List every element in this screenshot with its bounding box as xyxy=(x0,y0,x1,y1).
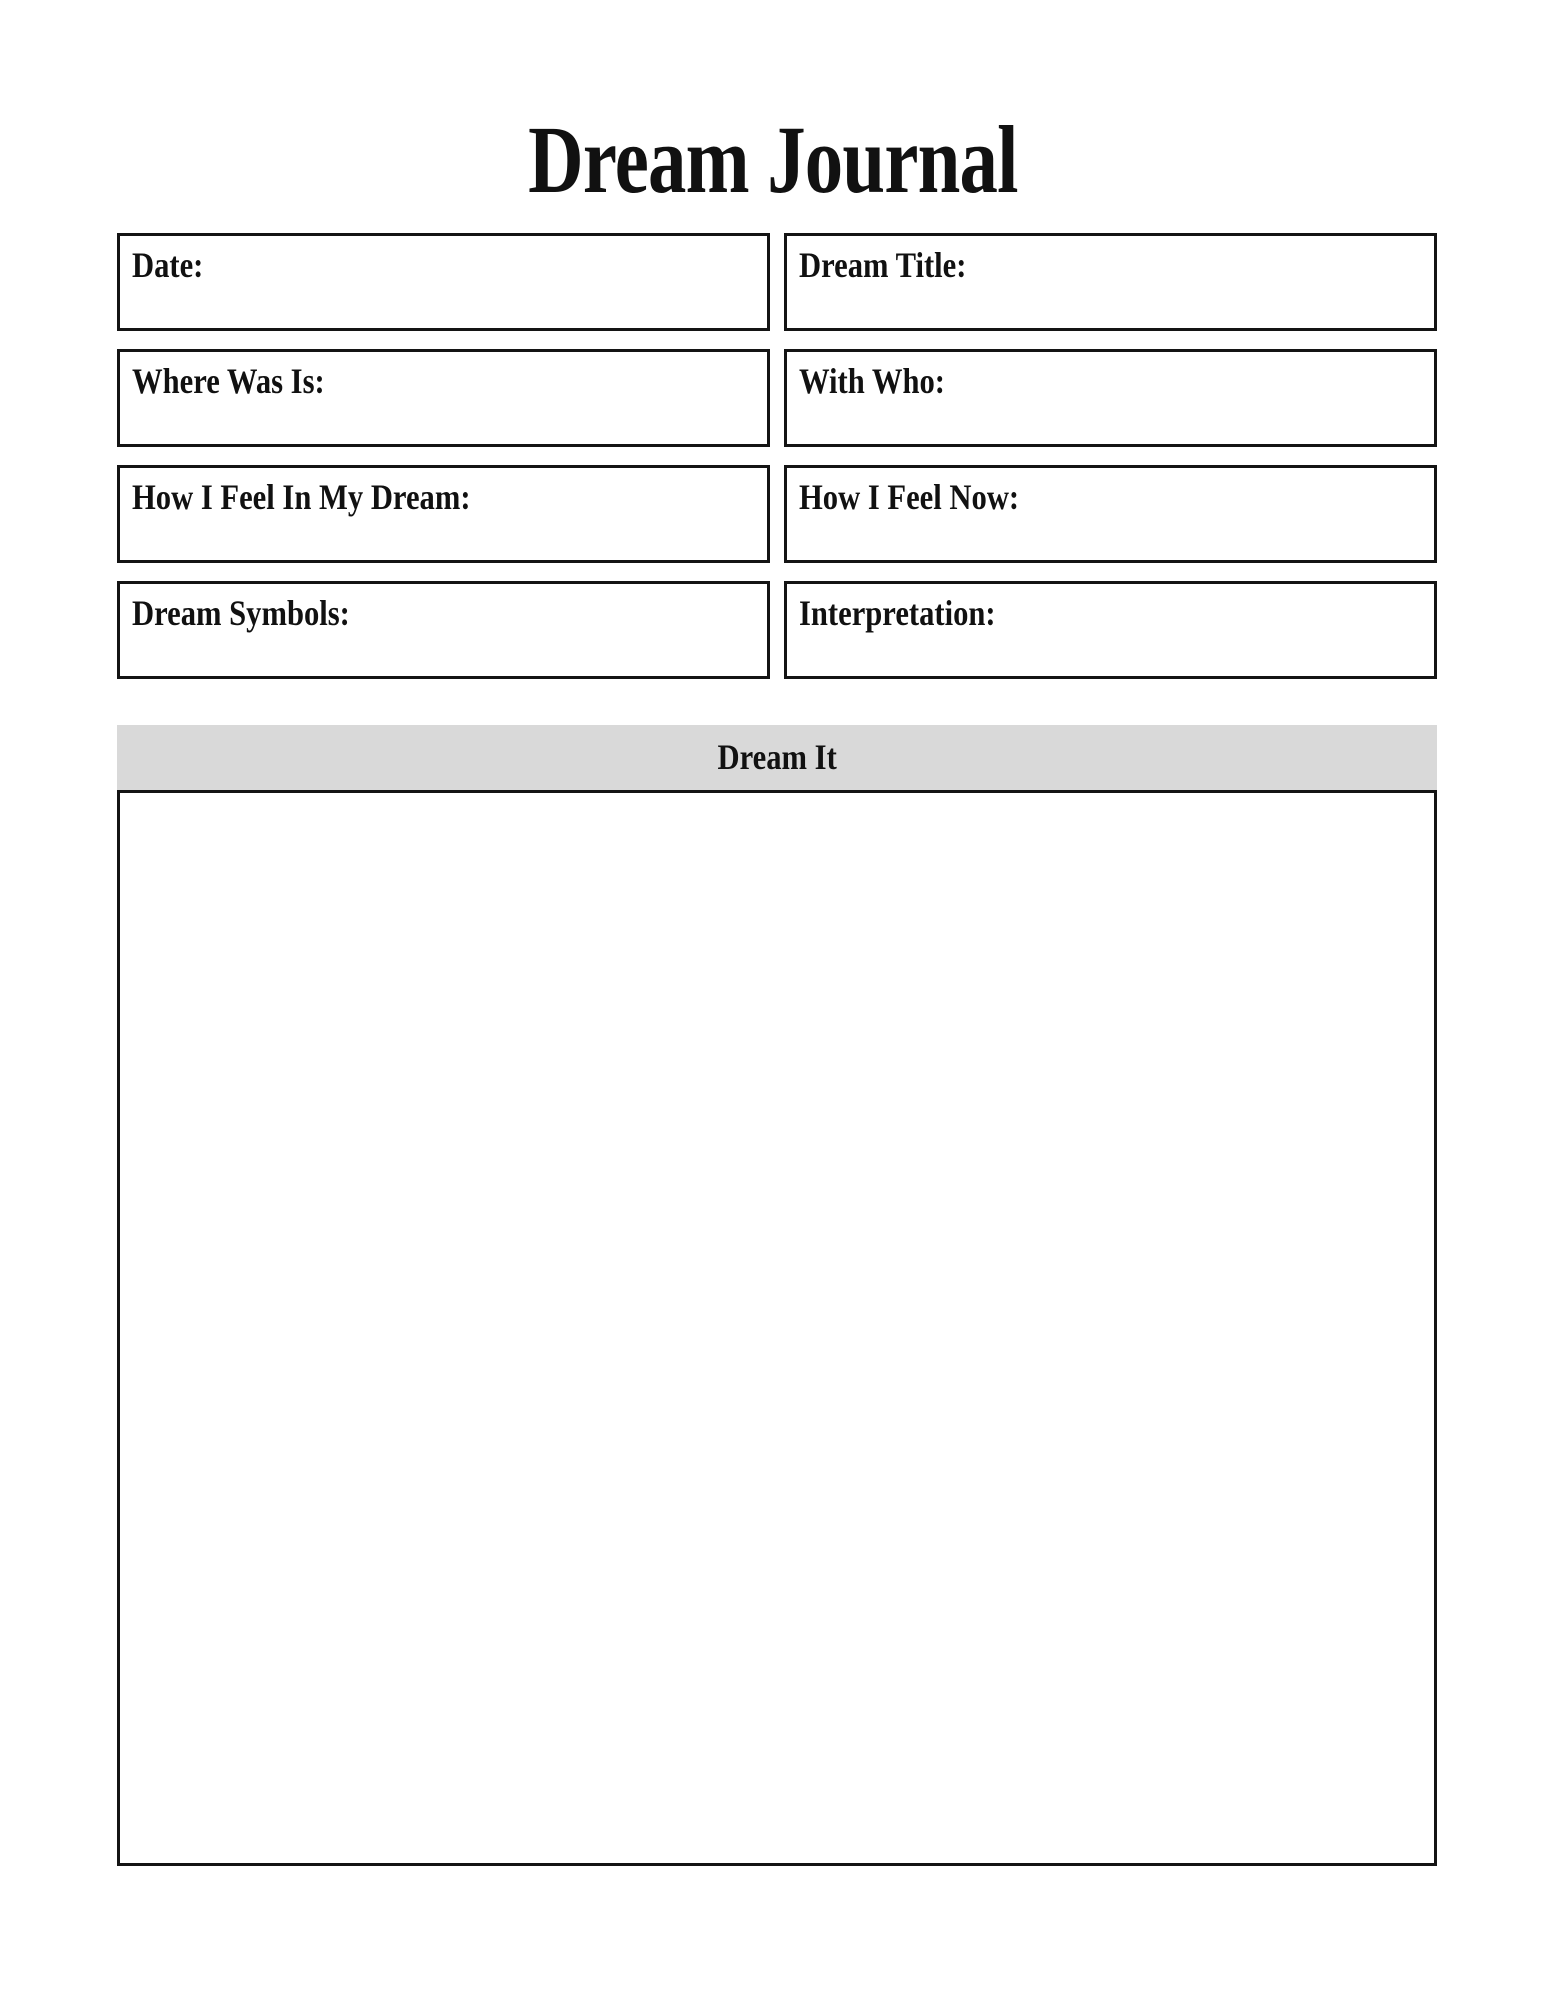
field-dream-title[interactable] xyxy=(784,233,1437,331)
page-title-text: Dream Journal xyxy=(527,106,1018,213)
field-label-where-was-is: Where Was Is: xyxy=(132,361,325,401)
field-label-how-i-feel-now: How I Feel Now: xyxy=(799,477,1020,517)
field-label-interpretation: Interpretation: xyxy=(799,593,996,633)
field-label-date: Date: xyxy=(132,245,204,285)
field-with-who[interactable] xyxy=(784,349,1437,447)
dream-it-header-label: Dream It xyxy=(717,737,837,778)
field-where-was-is[interactable] xyxy=(117,349,770,447)
dream-it-writing-area[interactable] xyxy=(117,790,1437,1866)
form-grid xyxy=(117,233,1437,679)
page-title xyxy=(0,106,1545,213)
field-how-i-feel-in-my-dream[interactable] xyxy=(117,465,770,563)
field-label-dream-symbols: Dream Symbols: xyxy=(132,593,350,633)
field-interpretation[interactable] xyxy=(784,581,1437,679)
field-label-how-i-feel-in-my-dream: How I Feel In My Dream: xyxy=(132,477,471,517)
field-date[interactable] xyxy=(117,233,770,331)
field-dream-symbols[interactable] xyxy=(117,581,770,679)
field-how-i-feel-now[interactable] xyxy=(784,465,1437,563)
field-label-with-who: With Who: xyxy=(799,361,945,401)
field-label-dream-title: Dream Title: xyxy=(799,245,967,285)
dream-it-header xyxy=(117,725,1437,790)
